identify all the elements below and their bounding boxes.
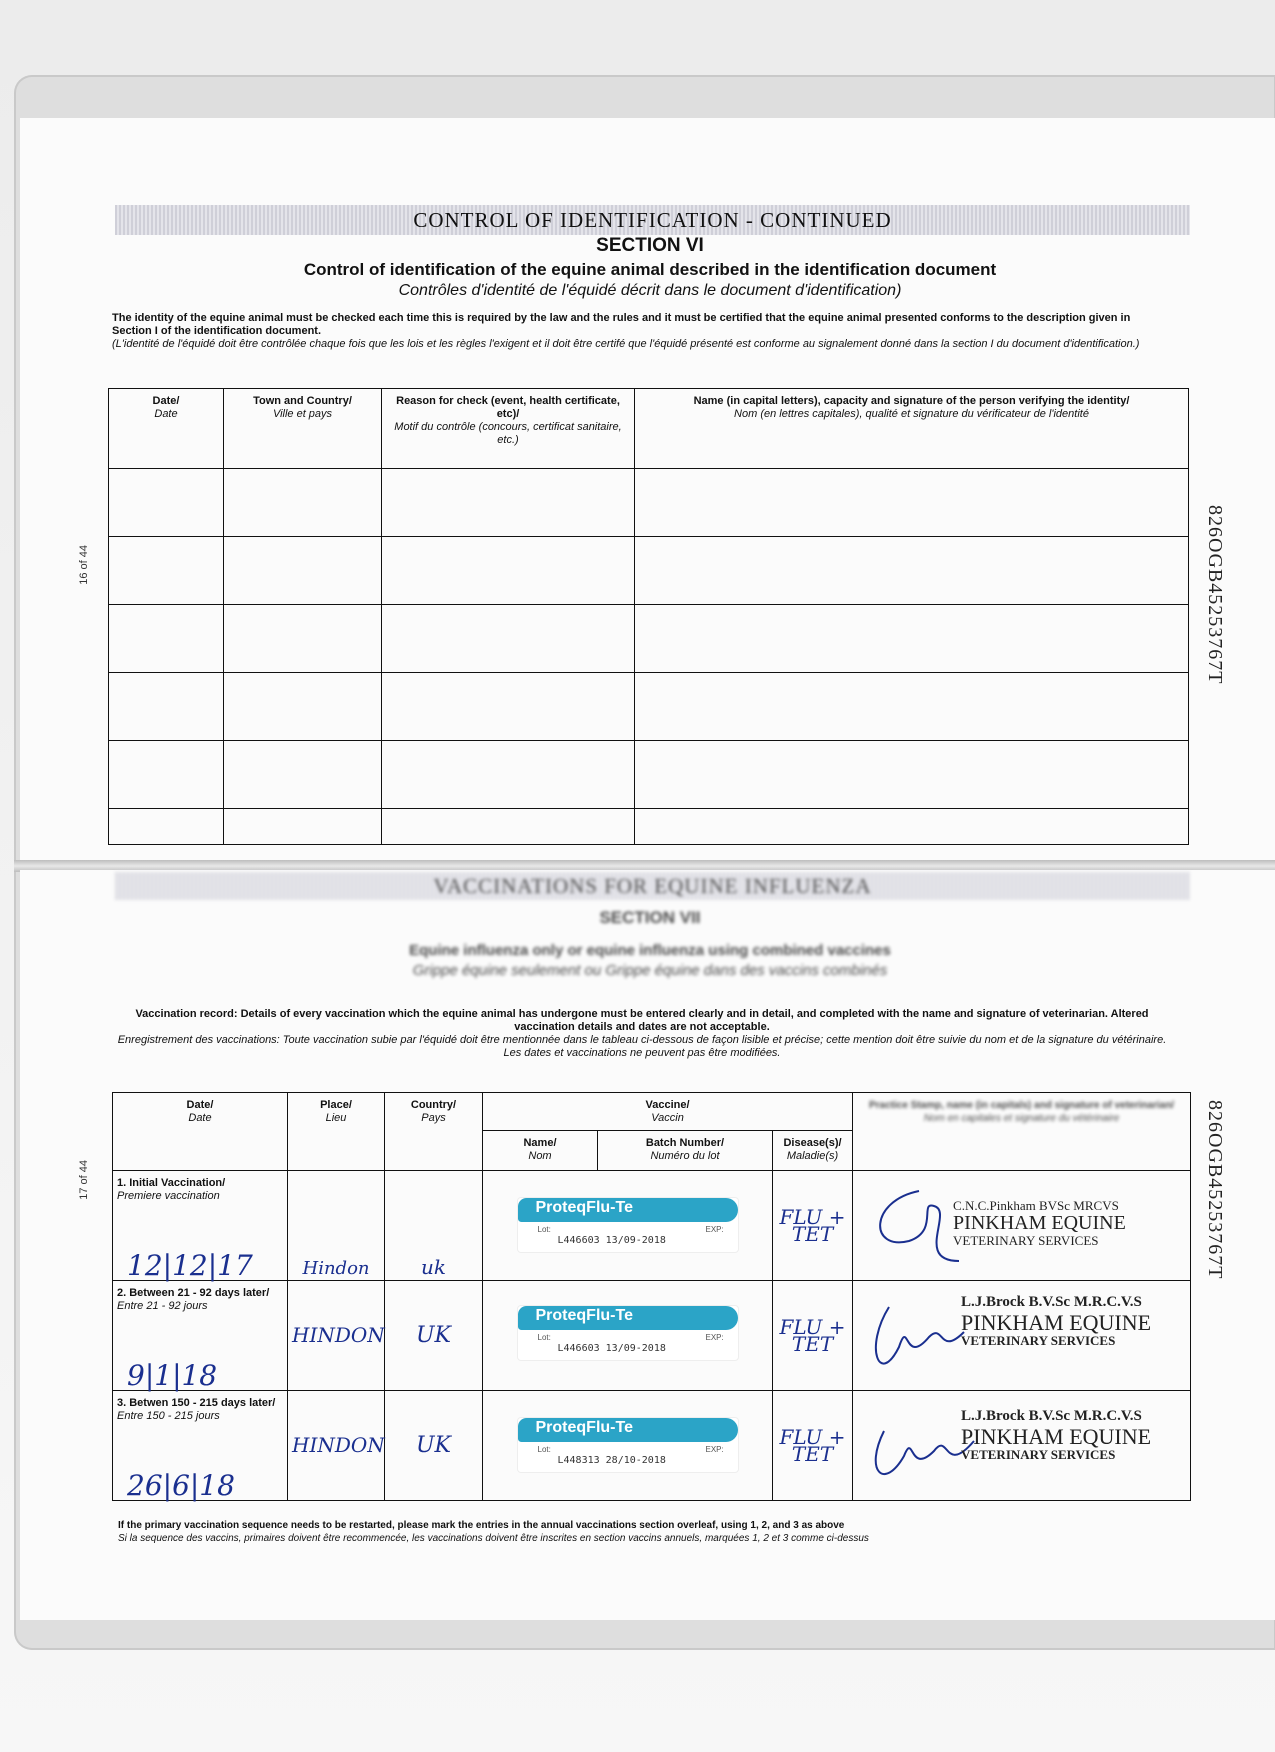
vaccine-sticker: ProteqFlu-Te Lot: EXP: L448313 28/10-2018 [517,1417,739,1473]
practice-stamp-2: L.J.Brock B.V.Sc M.R.C.V.S PINKHAM EQUINE VETERINARY SERVICES [961,1294,1152,1348]
col-reason: Reason for check (event, health certificate, etc)/ Motif du contrôle (concours, certificat sanitaire, etc.) [382,389,635,469]
col-place: Place/ Lieu [288,1093,385,1171]
col-vaccine-name: Name/ Nom [483,1131,598,1171]
section-vi-heading-fr: Contrôles d'identité de l'équidé décrit dans le document d'identification) [398,282,902,299]
section-vii-intro [112,1008,1172,1060]
section-vii-banner [115,872,1190,900]
vaccination-table [112,1092,1191,1501]
section-vii-title: SECTION VII [599,908,701,927]
row1-date: 12|12|17 [127,1249,253,1282]
col-batch: Batch Number/ Numéro du lot [598,1131,773,1171]
col-verifier: Name (in capital letters), capacity and signature of the person verifying the identity/ Nom (en lettres capitales), qualité et signature du vérificateur de l'identité [635,389,1189,469]
practice-stamp-1: C.N.C.Pinkham BVSc MRCVS PINKHAM EQUINE VETERINARY SERVICES [953,1198,1126,1248]
col-date: Date/ Date [109,389,224,469]
banner-title: CONTROL OF IDENTIFICATION - CONTINUED [413,207,892,232]
row2-disease: FLU + TET [773,1281,853,1391]
section-vi-title: SECTION VI [596,235,704,256]
intro-fr: (L'identité de l'équidé doit être contrôlée chaque fois que les lois et les règles l'exigent et il doit être certifé que l'équidé présenté est conforme au signalement donné dans la section I du document d'identification.) [112,338,1140,350]
col-date: Date/ Date [113,1093,288,1171]
table-row [109,741,1189,809]
row2-stamp [853,1281,1191,1391]
section-vi-intro [112,312,1172,351]
vaccine-sticker: ProteqFlu-Te Lot: EXP: L446603 13/09-2018 [517,1305,739,1361]
table-row [113,1171,1191,1281]
table-row [109,673,1189,741]
row3-date: 26|6|18 [127,1469,235,1502]
col-disease: Disease(s)/ Maladie(s) [773,1131,853,1171]
table-row [109,605,1189,673]
page-number-16: 16 of 44 [78,545,90,585]
col-country: Country/ Pays [385,1093,483,1171]
section-vii-heading-fr: Grippe équine seulement ou Grippe équine dans des vaccins combinés [412,962,888,979]
row2-vaccine [483,1281,773,1391]
section-vi-banner [115,205,1190,235]
footnote-fr: Si la sequence des vaccins, primaires doivent être recommencée, les vaccinations doivent être inscrites en section vaccins annuels, marquées 1, 2 et 3 comme ci-dessus [118,1533,869,1544]
vaccine-sticker: ProteqFlu-Te Lot: EXP: L446603 13/09-2018 [517,1197,739,1253]
passport-number-top: 826OGB45253767T [1204,505,1226,685]
table-row [109,809,1189,845]
row2-country: UK [385,1281,483,1391]
row3-vaccine [483,1391,773,1501]
row3-place: HINDON [288,1391,385,1501]
row2-date-cell: 2. Between 21 - 92 days later/ Entre 21 - 92 jours 9|1|18 [113,1281,288,1391]
section-vi-heading-en: Control of identification of the equine animal described in the identification document [303,260,997,279]
table-row [109,469,1189,537]
page-number-17: 17 of 44 [78,1160,90,1200]
intro-fr: Enregistrement des vaccinations: Toute vaccination subie par l'équidé doit être mentionnée dans le tableau ci-dessous de façon lisible et précise; cette mention doit être suivie du nom et de la signature du vétérinaire. Les dates et vaccinations ne peuvent pas être modifiées. [117,1034,1167,1059]
row1-place: Hindon [288,1171,385,1281]
practice-stamp-3: L.J.Brock B.V.Sc M.R.C.V.S PINKHAM EQUINE VETERINARY SERVICES [961,1408,1152,1462]
col-practice-stamp: Practice Stamp, name (in capitals) and signature of veterinarian/ Nom en capitales et signature du vétérinaire [853,1093,1191,1171]
col-town-country: Town and Country/ Ville et pays [224,389,382,469]
signature-2 [859,1287,969,1387]
footnote-en: If the primary vaccination sequence needs to be restarted, please mark the entries in the annual vaccinations section overleaf, using 1, 2, and 3 as above [118,1520,845,1531]
row1-date-cell: 1. Initial Vaccination/ Premiere vaccination 12|12|17 [113,1171,288,1281]
row1-vaccine [483,1171,773,1281]
identification-table [108,388,1189,845]
intro-en: Vaccination record: Details of every vaccination which the equine animal has undergone must be entered clearly and in detail, and completed with the name and signature of veterinarian. Altered vaccination details and dates are not acceptable. [135,1008,1149,1033]
table-row [113,1391,1191,1501]
row2-date: 9|1|18 [127,1359,218,1392]
table-row [109,537,1189,605]
row3-stamp [853,1391,1191,1501]
row3-country: UK [385,1391,483,1501]
banner-title: VACCINATIONS FOR EQUINE INFLUENZA [433,873,872,898]
col-vaccine: Vaccine/ Vaccin [483,1093,853,1131]
row1-stamp [853,1171,1191,1281]
row3-disease: FLU + TET [773,1391,853,1501]
passport-number-bottom: 826OGB45253767T [1204,1100,1226,1280]
row3-date-cell: 3. Betwen 150 - 215 days later/ Entre 150 - 215 jours 26|6|18 [113,1391,288,1501]
section-vii-heading-en: Equine influenza only or equine influenza using combined vaccines [409,942,891,959]
row1-country: uk [385,1171,483,1281]
row2-place: HINDON [288,1281,385,1391]
intro-en: The identity of the equine animal must be checked each time this is required by the law and the rules and it must be certified that the equine animal presented conforms to the description given in Section I of the identification document. [112,312,1131,337]
table-row [113,1281,1191,1391]
row1-disease: FLU + TET [773,1171,853,1281]
